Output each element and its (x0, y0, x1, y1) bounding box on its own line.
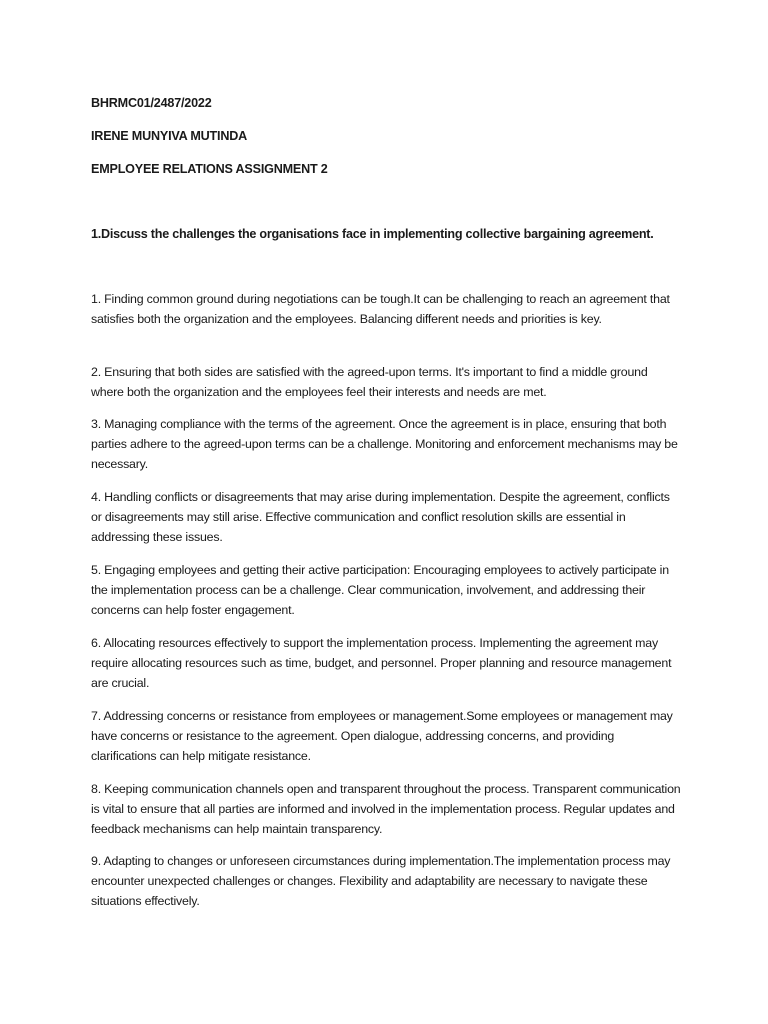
paragraph-3: 3. Managing compliance with the terms of the agreement. Once the agreement is in place, ensuring that both parties adhere to the agreed-upon terms can be a challenge. Monitoring and enforcement mechanisms may be necessary. (91, 417, 678, 471)
paragraph-8: 8. Keeping communication channels open and transparent throughout the process. Transparent communication is vital to ensure that all parties are informed and involved in the implementation process. Regular updates and feedback mechanisms can help maintain transparency. (91, 782, 681, 836)
paragraph-9: 9. Adapting to changes or unforeseen circumstances during implementation.The implementation process may encounter unexpected challenges or changes. Flexibility and adaptability are necessary to navigate these situations effectively. (91, 854, 671, 908)
paragraph-4: 4. Handling conflicts or disagreements that may arise during implementation. Despite the agreement, conflicts or disagreements may still arise. Effective communication and conflict resolution skills are essential in addressing these issues. (91, 490, 670, 544)
paragraph-6: 6. Allocating resources effectively to support the implementation process. Implementing the agreement may require allocating resources such as time, budget, and personnel. Proper planning and resource management are crucial. (91, 636, 672, 690)
student-id: BHRMC01/2487/2022 (91, 96, 212, 110)
question-heading: 1.Discuss the challenges the organisations face in implementing collective bargaining agreement. (91, 227, 654, 241)
paragraph-5: 5. Engaging employees and getting their active participation: Encouraging employees to actively participate in the implementation process can be a challenge. Clear communication, involvement, and addressing their concerns can help foster engagement. (91, 563, 669, 617)
paragraph-7: 7. Addressing concerns or resistance from employees or management.Some employees or management may have concerns or resistance to the agreement. Open dialogue, addressing concerns, and providing clarifications can help mitigate resistance. (91, 709, 673, 763)
student-name: IRENE MUNYIVA MUTINDA (91, 129, 248, 143)
paragraph-1: 1. Finding common ground during negotiations can be tough.It can be challenging to reach an agreement that satisfies both the organization and the employees. Balancing different needs and priorities is key. (91, 292, 670, 326)
paragraph-2: 2. Ensuring that both sides are satisfied with the agreed-upon terms. It's important to find a middle ground where both the organization and the employees feel their interests and needs are met. (91, 365, 648, 399)
assignment-title: EMPLOYEE RELATIONS ASSIGNMENT 2 (91, 162, 328, 176)
